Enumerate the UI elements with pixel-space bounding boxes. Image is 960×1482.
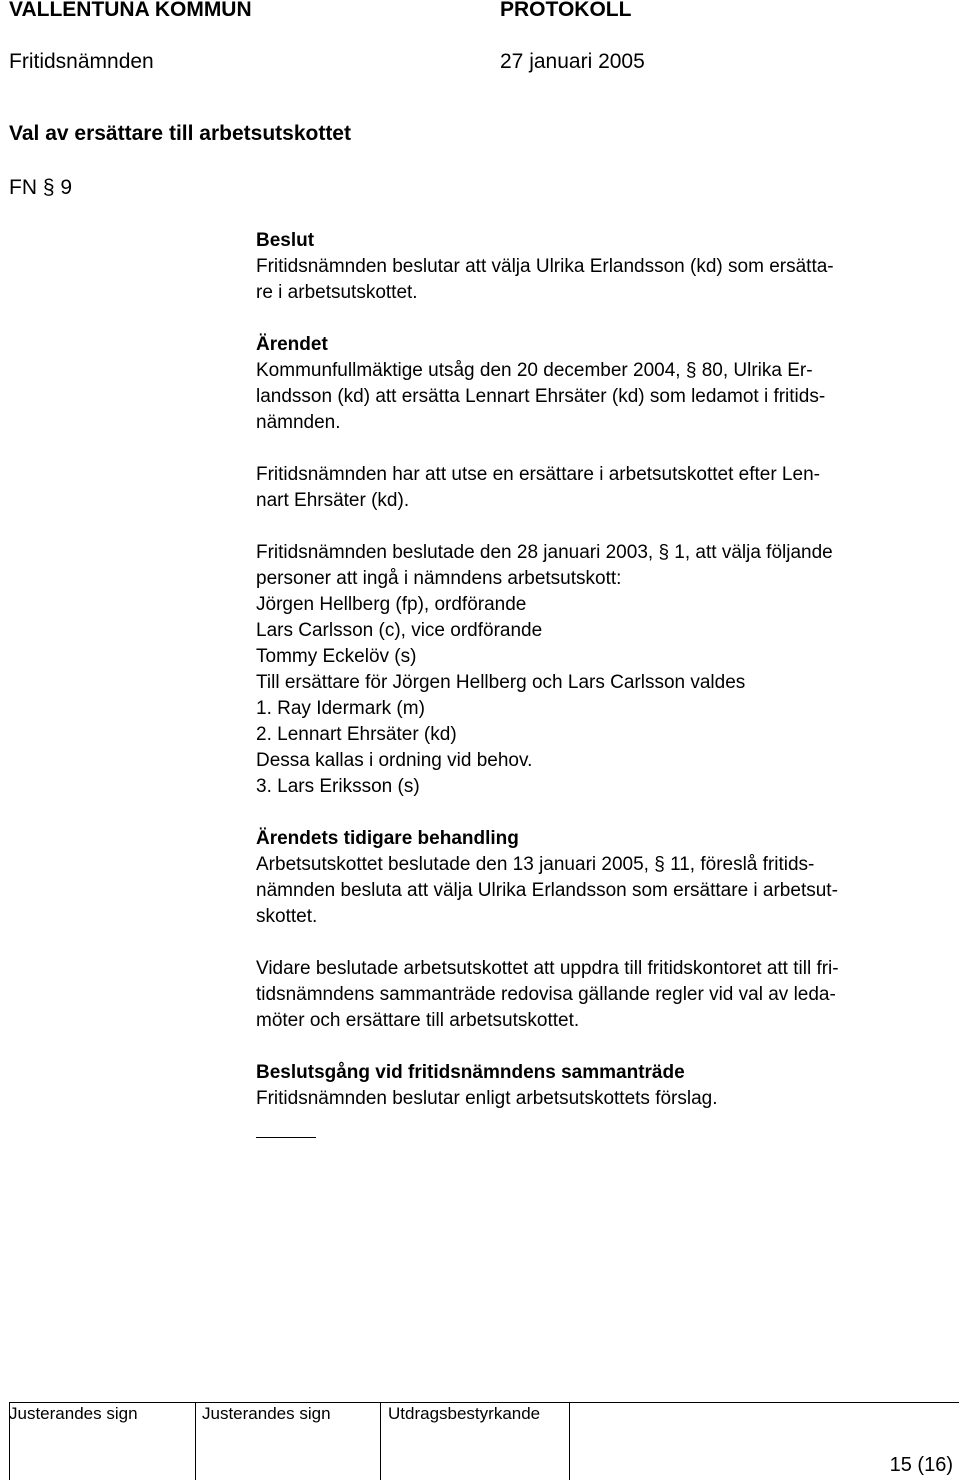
body-line: Fritidsnämnden har att utse en ersättare i arbetsutskottet efter Len- xyxy=(256,464,820,485)
body-line: Till ersättare för Jörgen Hellberg och Lars Carlsson valdes xyxy=(256,672,746,693)
organization-name: VALLENTUNA KOMMUN xyxy=(9,0,252,21)
body-line: Vidare beslutade arbetsutskottet att uppdra till fritidskontoret att till fri- xyxy=(256,958,839,979)
signature-footer xyxy=(9,1402,959,1480)
body-line: möter och ersättare till arbetsutskottet. xyxy=(256,1010,580,1031)
member-line: Tommy Eckelöv (s) xyxy=(256,646,417,667)
footer-divider xyxy=(195,1402,196,1480)
footer-divider xyxy=(380,1402,381,1480)
signature-label-1: Justerandes sign xyxy=(9,1404,138,1423)
body-line: skottet. xyxy=(256,906,318,927)
body-line: Fritidsnämnden beslutar enligt arbetsutskottets förslag. xyxy=(256,1088,718,1109)
substitute-line: 3. Lars Eriksson (s) xyxy=(256,776,420,797)
body-line: Fritidsnämnden beslutade den 28 januari 2003, § 1, att välja följande xyxy=(256,542,833,563)
body-line: tidsnämndens sammanträde redovisa gällande regler vid val av leda- xyxy=(256,984,836,1005)
document-body xyxy=(256,228,956,1112)
member-line: Jörgen Hellberg (fp), ordförande xyxy=(256,594,527,615)
substitute-line: 2. Lennart Ehrsäter (kd) xyxy=(256,724,457,745)
body-line: Arbetsutskottet beslutade den 13 januari 2005, § 11, föreslå fritids- xyxy=(256,854,815,875)
paragraph-reference: FN § 9 xyxy=(9,176,73,199)
document-title: Val av ersättare till arbetsutskottet xyxy=(9,122,351,145)
certification-label: Utdragsbestyrkande xyxy=(388,1404,541,1423)
body-line: nämnden. xyxy=(256,412,341,433)
body-line: re i arbetsutskottet. xyxy=(256,282,418,303)
signature-label-2: Justerandes sign xyxy=(202,1404,331,1423)
body-line: Dessa kallas i ordning vid behov. xyxy=(256,750,533,771)
document-type: PROTOKOLL xyxy=(500,0,632,21)
member-line: Lars Carlsson (c), vice ordförande xyxy=(256,620,543,641)
meeting-date: 27 januari 2005 xyxy=(500,50,645,73)
body-line: landsson (kd) att ersätta Lennart Ehrsäter (kd) som ledamot i fritids- xyxy=(256,386,826,407)
footer-divider xyxy=(569,1402,570,1480)
body-line: nart Ehrsäter (kd). xyxy=(256,490,410,511)
footer-top-border xyxy=(9,1402,959,1403)
body-line: Kommunfullmäktige utsåg den 20 december 2004, § 80, Ulrika Er- xyxy=(256,360,813,381)
page-number: 15 (16) xyxy=(889,1454,953,1476)
section-heading-arendet: Ärendet xyxy=(256,334,328,355)
committee-name: Fritidsnämnden xyxy=(9,50,154,73)
section-heading-beslut: Beslut xyxy=(256,230,315,251)
body-line: personer att ingå i nämndens arbetsutskott: xyxy=(256,568,622,589)
body-line: nämnden besluta att välja Ulrika Erlandsson som ersättare i arbetsut- xyxy=(256,880,838,901)
substitute-line: 1. Ray Idermark (m) xyxy=(256,698,425,719)
section-heading-beslutsgang: Beslutsgång vid fritidsnämndens sammanträde xyxy=(256,1062,685,1083)
section-heading-tidigare-behandling: Ärendets tidigare behandling xyxy=(256,828,519,849)
end-rule xyxy=(256,1137,316,1138)
body-line: Fritidsnämnden beslutar att välja Ulrika Erlandsson (kd) som ersätta- xyxy=(256,256,834,277)
